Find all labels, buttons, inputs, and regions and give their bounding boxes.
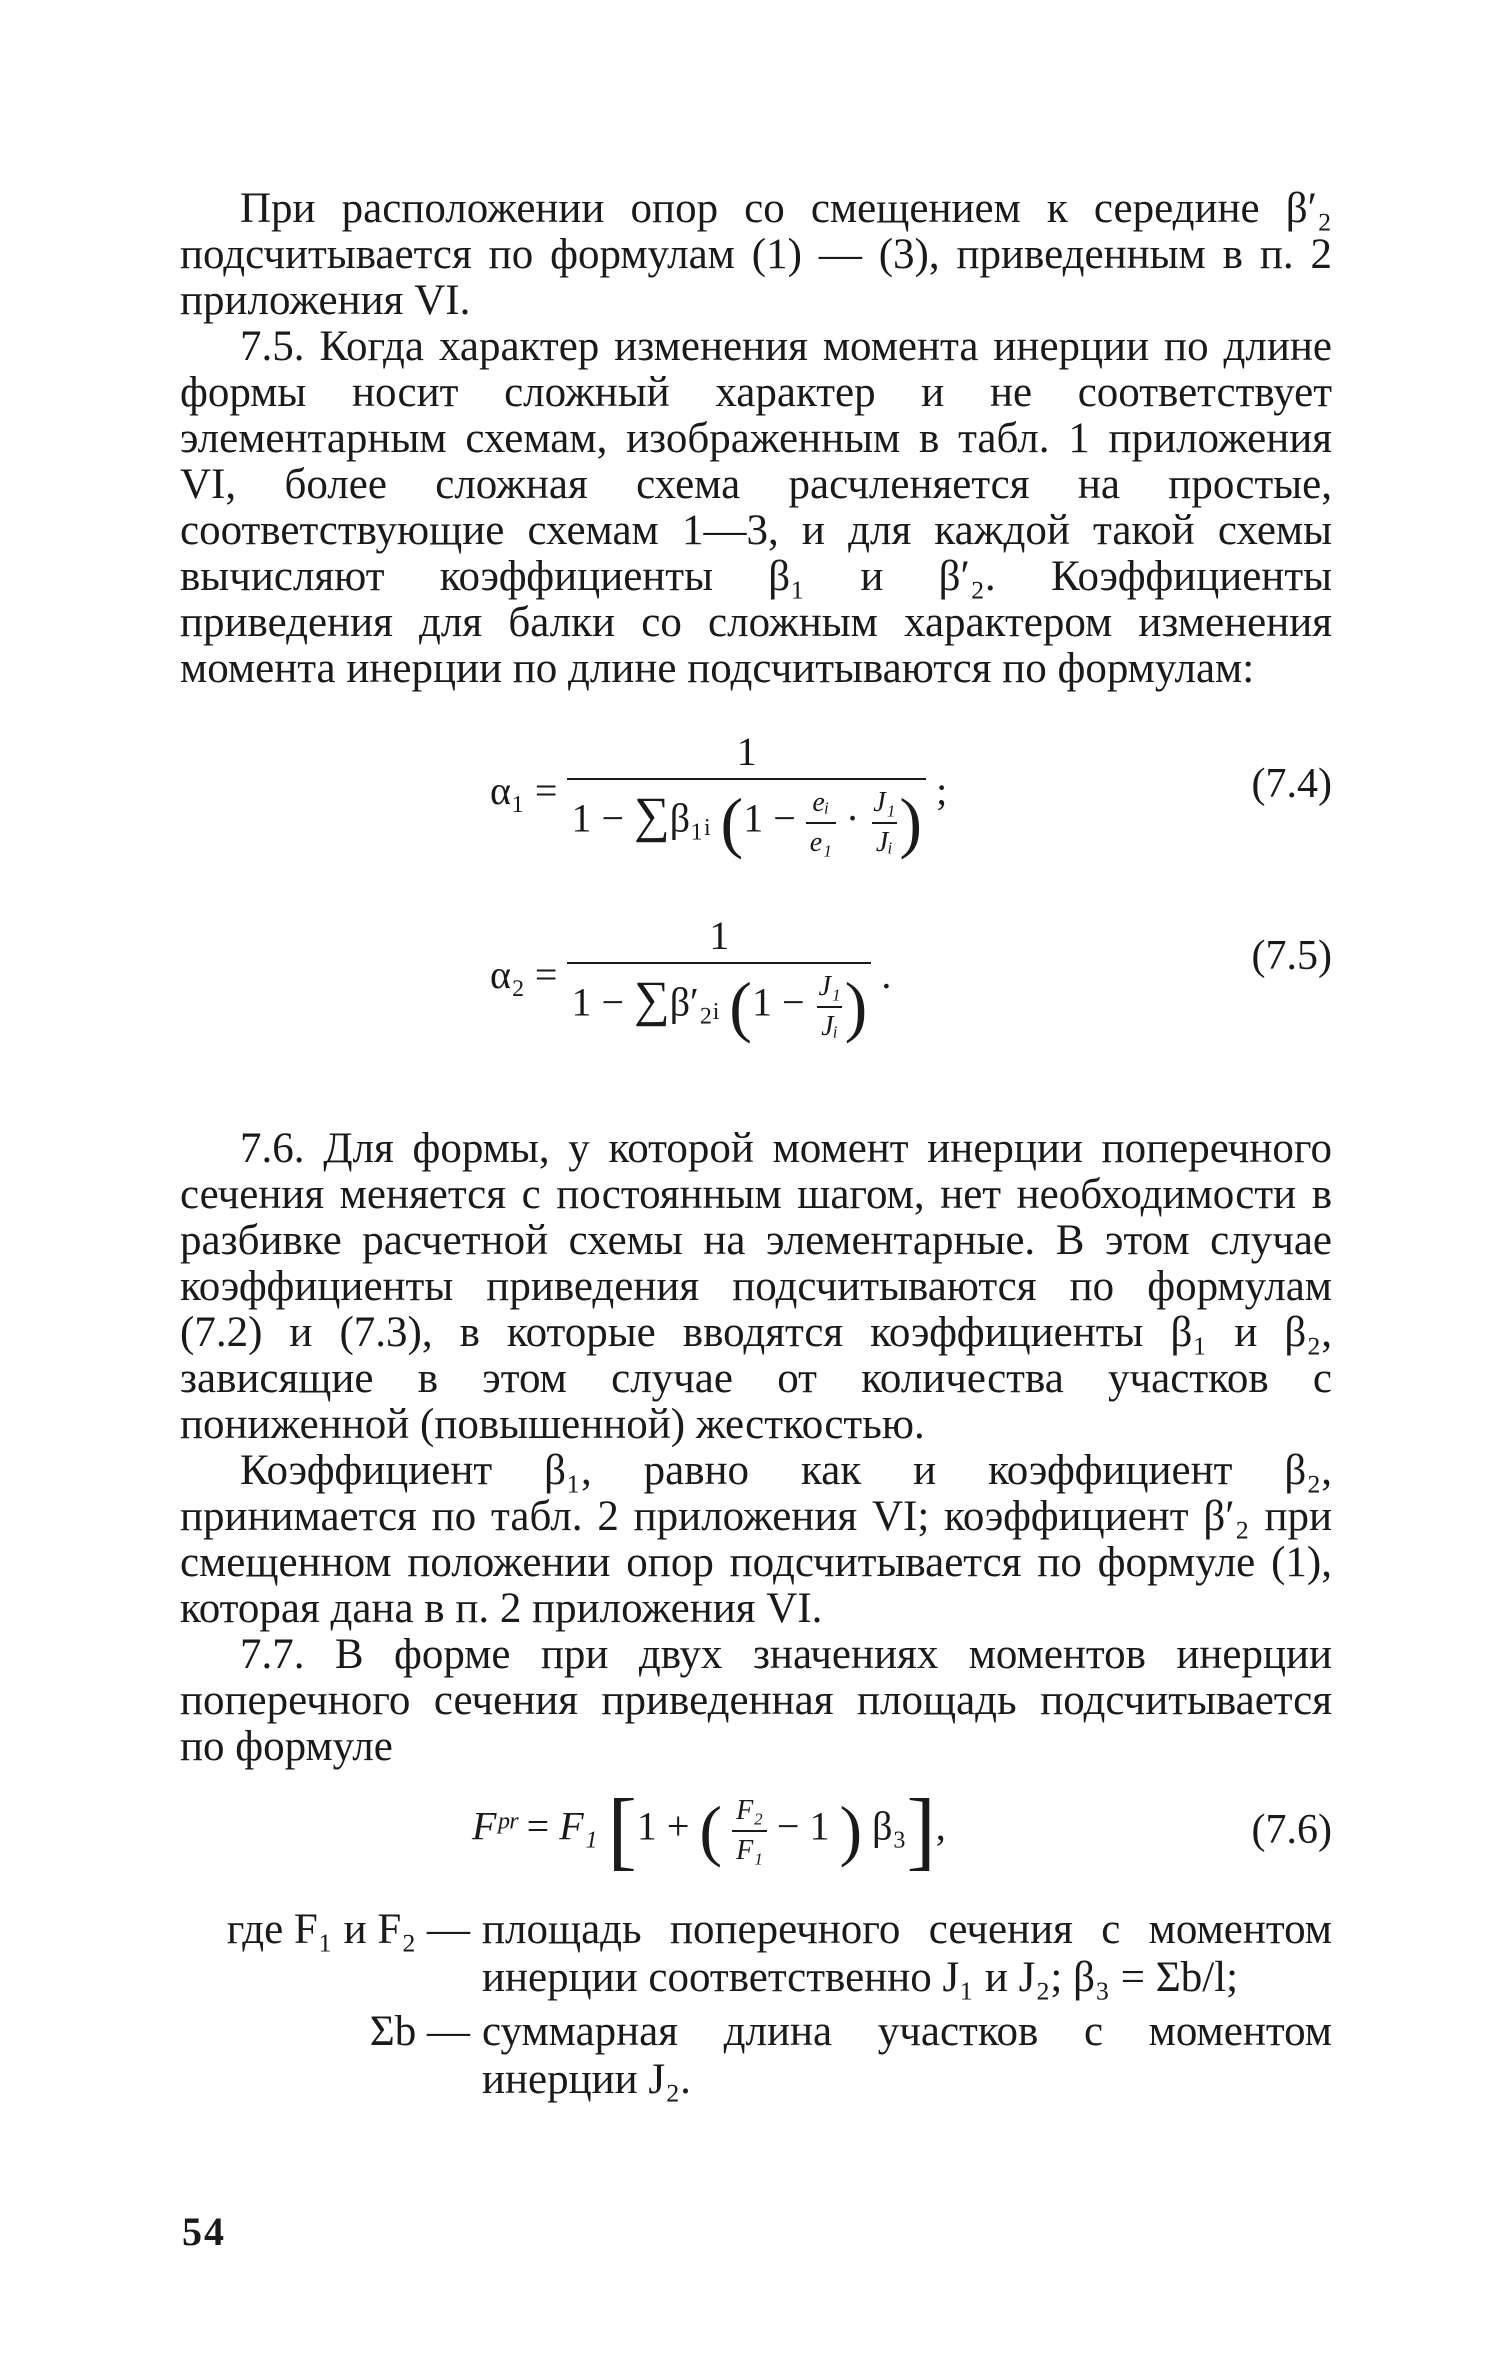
eq75-tail: . <box>881 952 892 998</box>
paragraph-7-7: 7.7. В форме при двух значениях моментов инерции поперечного сечения приведенная площадь подсчитывается по формуле <box>180 1631 1332 1770</box>
eq75-inner-one: 1 <box>751 979 772 1025</box>
definition-text-areas: площадь поперечного сечения с моментом инерции соответственно J₁ и J₂; β₃ = Σb/l; <box>482 1906 1332 2001</box>
eq74-e-num: eᵢ <box>812 786 830 818</box>
paragraph-7-5: 7.5. Когда характер изменения момента инерции по длине формы носит сложный характер и не соответствует элементарным схемам, изображенным в табл. 1 приложения VI, более сложная схема расчленяется на простые, соответствующие схемам 1—3, и для каждой такой схемы вычисляют коэффициенты β₁ и β′₂. Коэффициенты приведения для балки со сложным характером изменения момента инерции по длине подсчитываются по формулам: <box>180 323 1332 692</box>
equation-number-7-4: (7.4) <box>1251 761 1332 807</box>
eq74-e-den: e₁ <box>806 822 836 859</box>
eq74-one: 1 <box>571 795 592 841</box>
equation-number-7-5: (7.5) <box>1251 933 1332 979</box>
eq74-j-den: Jᵢ <box>872 822 897 859</box>
definitions-list <box>180 1906 1332 2104</box>
eq76-beta: β₃ <box>872 1803 907 1849</box>
eq76-lhs: Fᵖʳ <box>472 1803 517 1849</box>
eq74-numerator: 1 <box>736 729 757 774</box>
eq75-denominator: 1 − ∑β′₂ᵢ (1 − $\frac{\text{J₁}}{\text{Jᵢ}}$ ) <box>567 962 871 1046</box>
definition-term-sum-b: Σb — <box>369 2008 470 2055</box>
eq75-sum-term: β′₂ᵢ <box>669 979 720 1025</box>
eq74-lhs: α₁ <box>490 768 525 814</box>
eq75-one: 1 <box>571 979 592 1025</box>
eq75-j-ratio <box>815 971 845 1043</box>
eq74-tail: ; <box>936 768 948 814</box>
paragraph-coefficient: Коэффициент β₁, равно как и коэффициент β₂, принимается по табл. 2 приложения VI; коэффициент β′₂ при смещенном положении опор подсчитывается по формуле (1), которая дана в п. 2 приложения VI. <box>180 1447 1332 1632</box>
eq76-f-num: F₂ <box>736 1794 763 1826</box>
eq76-f-ratio <box>732 1795 767 1867</box>
text-block-middle <box>180 1126 1332 1770</box>
equation-7-5: α₂ = 1 1 − ∑β′₂ᵢ (1 − $\frac{\text{J₁}}{\text{Jᵢ}}$ ) . <box>490 913 892 1044</box>
equation-7-6: Fᵖʳ = F₁ [1 + ( $\frac{\text{F₂}}{\text{F₁}}$ − 1 ) β₃], <box>472 1782 946 1879</box>
eq74-inner-one: 1 <box>743 795 764 841</box>
text-block-top <box>180 186 1332 692</box>
definition-term-areas: где F₁ и F₂ — <box>226 1906 470 1953</box>
eq74-e-ratio <box>806 787 836 859</box>
eq75-j-num: J₁ <box>818 970 841 1002</box>
definition-text-sum-b: суммарная длина участков с моментом инерции J₂. <box>482 2008 1332 2103</box>
eq74-sum-term: β₁ᵢ <box>669 795 711 841</box>
eq75-j-den: Jᵢ <box>817 1006 842 1043</box>
equation-7-4: α₁ = 1 1 − ∑β₁ᵢ (1 − $\frac{\text{eᵢ}}{\text{e₁}}$ · $\frac{\text{J₁}}{\text{Jᵢ}}$ ) ; <box>490 729 948 860</box>
eq76-f1: F₁ <box>559 1803 598 1849</box>
eq74-j-ratio <box>869 787 899 859</box>
eq74-denominator: 1 − ∑β₁ᵢ (1 − $\frac{\text{eᵢ}}{\text{e₁}}$ · $\frac{\text{J₁}}{\text{Jᵢ}}$ ) <box>567 778 926 862</box>
eq74-j-num: J₁ <box>873 786 896 818</box>
paragraph-7-6: 7.6. Для формы, у которой момент инерции поперечного сечения меняется с постоянным шагом, нет необходимости в разбивке расчетной схемы на элементарные. В этом случае коэффициенты приведения подсчитываются по формулам (7.2) и (7.3), в которые вводятся коэффициенты β₁ и β₂, зависящие в этом случае от количества участков с пониженной (повышенной) жесткостью. <box>180 1125 1332 1448</box>
definition-row <box>180 2008 1332 2104</box>
eq74-fraction <box>567 728 926 862</box>
equation-number-7-6: (7.6) <box>1251 1807 1332 1853</box>
eq75-lhs: α₂ <box>490 952 525 998</box>
paragraph-supports-offset: При расположении опор со смещением к середине β′₂ подсчитывается по формулам (1) — (3), приведенным в п. 2 приложения VI. <box>180 185 1332 324</box>
eq76-f-den: F₁ <box>732 1830 767 1867</box>
eq75-fraction <box>567 912 871 1046</box>
eq75-numerator: 1 <box>709 913 730 958</box>
eq76-tail: , <box>935 1803 946 1849</box>
eq76-minus-one: 1 <box>809 1803 830 1849</box>
page-number: 54 <box>182 2209 226 2254</box>
definition-row <box>180 1906 1332 2002</box>
eq76-one: 1 <box>636 1803 657 1849</box>
